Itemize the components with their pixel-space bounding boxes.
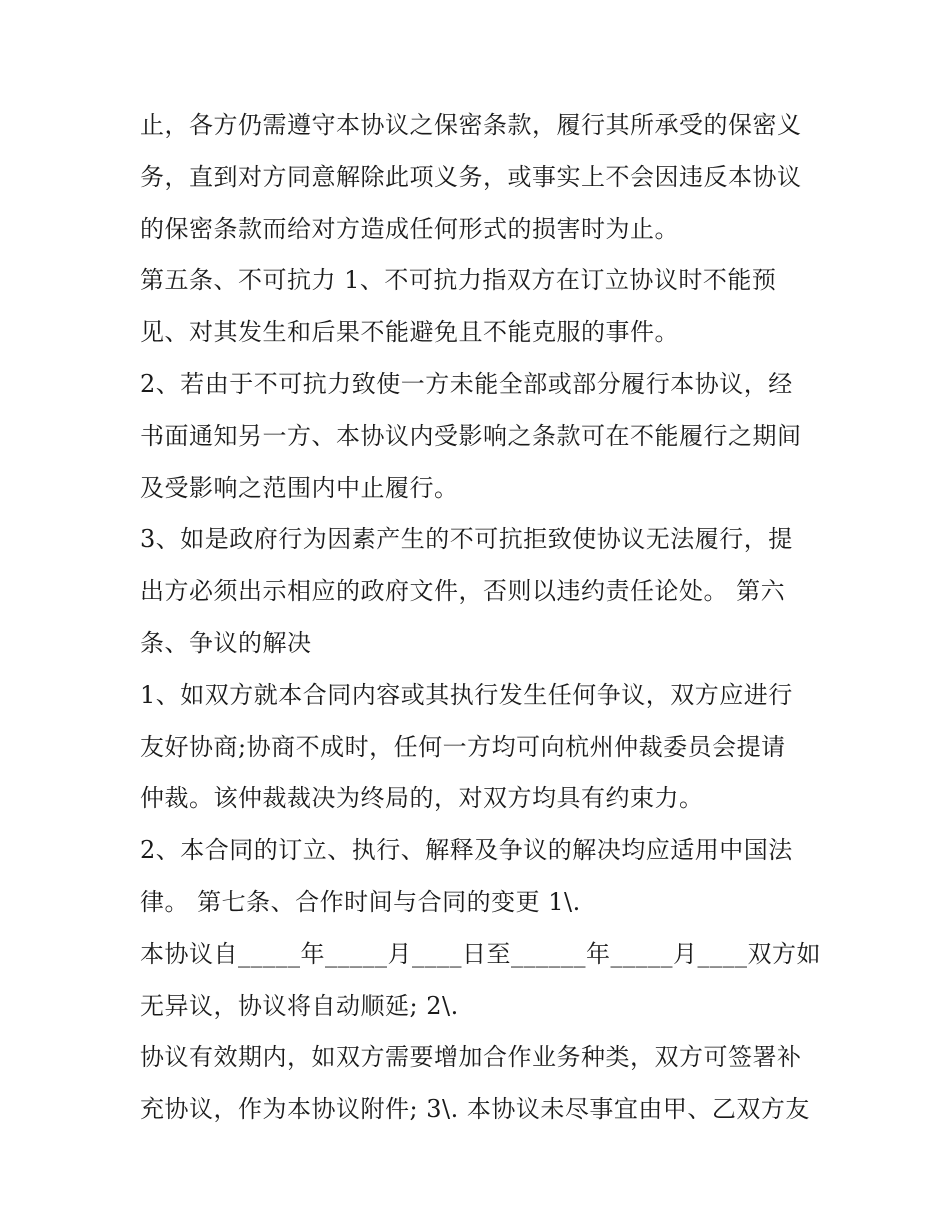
text-line: 无异议，协议将自动顺延; 2\. xyxy=(140,991,459,1020)
text-line: 及受影响之范围内中止履行。 xyxy=(140,473,459,502)
text-line: 第五条、不可抗力 1、不可抗力指双方在订立协议时不能预 xyxy=(140,266,777,295)
text-line: 的保密条款而给对方造成任何形式的损害时为止。 xyxy=(140,214,679,243)
text-line: 书面通知另一方、本协议内受影响之条款可在不能履行之期间 xyxy=(140,421,802,450)
text-line: 2、若由于不可抗力致使一方未能全部或部分履行本协议，经 xyxy=(140,369,793,398)
text-line: 止，各方仍需遵守本协议之保密条款，履行其所承受的保密义 xyxy=(140,111,802,139)
text-line: 仲裁。该仲裁裁决为终局的，对双方均具有约束力。 xyxy=(140,784,704,813)
text-line: 充协议，作为本协议附件; 3\. 本协议未尽事宜由甲、乙双方友 xyxy=(140,1095,810,1124)
text-line: 协议有效期内，如双方需要增加合作业务种类，双方可签署补 xyxy=(140,1043,802,1072)
text-line: 律。 第七条、合作时间与合同的变更 1\. xyxy=(140,887,581,916)
text-line: 本协议自_____年_____月____日至______年_____月____双方如 xyxy=(140,939,821,968)
text-line: 友好协商;协商不成时，任何一方均可向杭州仲裁委员会提请 xyxy=(140,732,786,761)
document-body xyxy=(140,100,820,1136)
text-line: 条、争议的解决 xyxy=(140,628,312,657)
text-line: 2、本合同的订立、执行、解释及争议的解决均应适用中国法 xyxy=(140,836,793,865)
text-line: 3、如是政府行为因素产生的不可抗拒致使协议无法履行，提 xyxy=(140,525,793,554)
text-line: 出方必须出示相应的政府文件，否则以违约责任论处。 第六 xyxy=(140,577,786,606)
text-line: 务，直到对方同意解除此项义务，或事实上不会因违反本协议 xyxy=(140,162,802,191)
text-line: 1、如双方就本合同内容或其执行发生任何争议，双方应进行 xyxy=(140,680,793,709)
text-line: 见、对其发生和后果不能避免且不能克服的事件。 xyxy=(140,318,679,347)
